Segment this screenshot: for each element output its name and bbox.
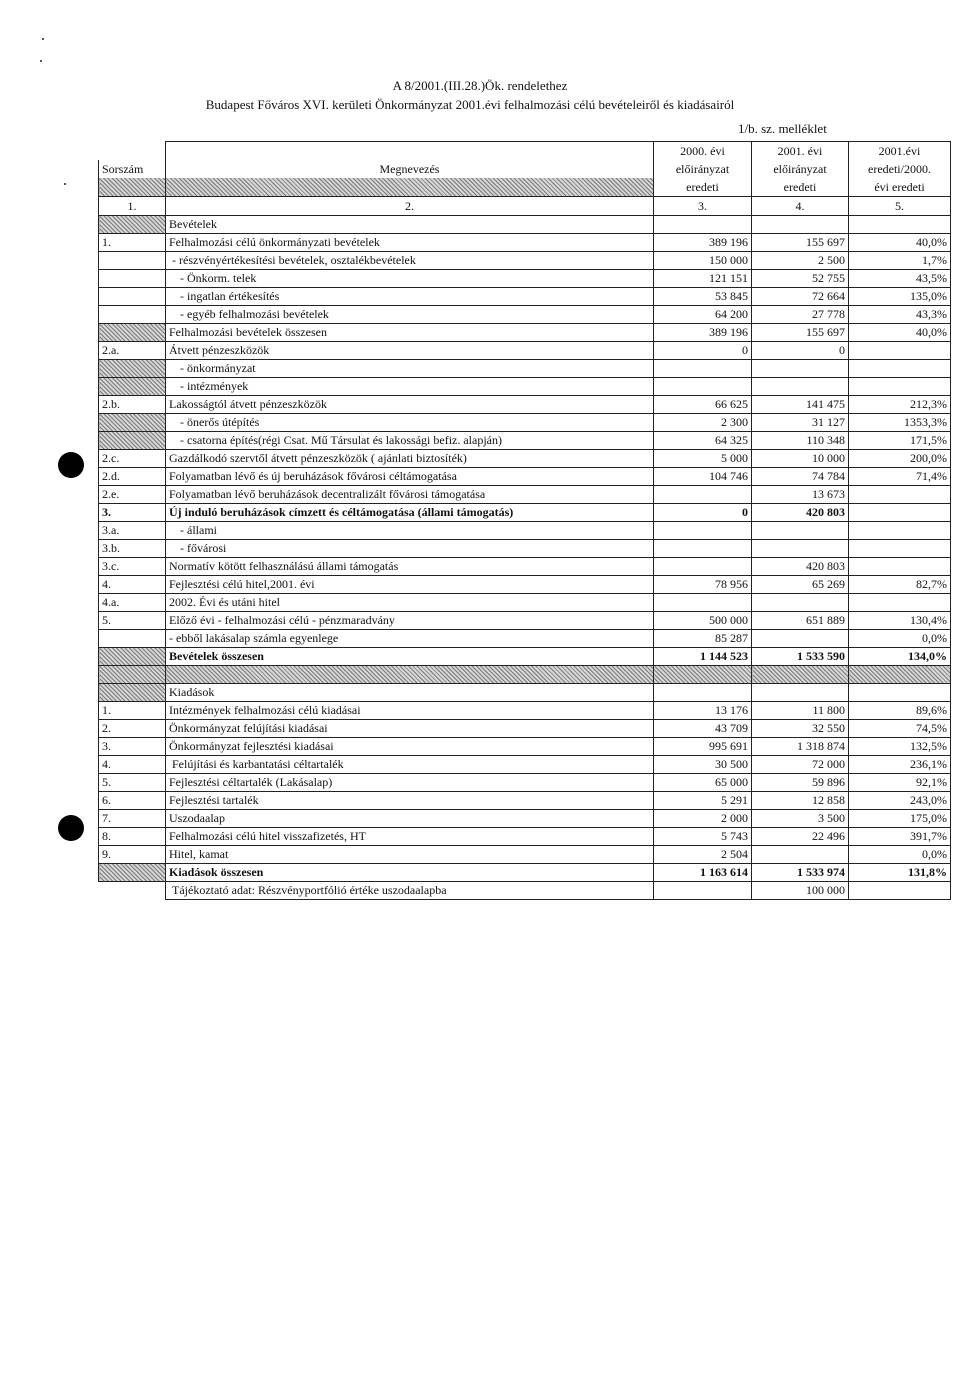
budget-table [98, 141, 951, 900]
table-row [99, 216, 951, 234]
table-row [99, 882, 951, 900]
header-cell: előirányzat [752, 160, 849, 178]
value-2000 [654, 522, 752, 540]
ratio-percent: 40,0% [849, 324, 951, 342]
row-number [99, 666, 166, 684]
column-header-name: Megnevezés [166, 160, 654, 178]
row-number: 2.e. [99, 486, 166, 504]
annex-label: 1/b. sz. melléklet [738, 121, 827, 136]
table-row [99, 828, 951, 846]
table-row [99, 306, 951, 324]
row-number [99, 288, 166, 306]
row-label: Önkormányzat fejlesztési kiadásai [166, 738, 654, 756]
scan-speck [40, 60, 42, 62]
value-2001: 3 500 [752, 810, 849, 828]
value-2001: 141 475 [752, 396, 849, 414]
table-row [99, 378, 951, 396]
ratio-percent: 130,4% [849, 612, 951, 630]
ratio-percent: 243,0% [849, 792, 951, 810]
table-row [99, 684, 951, 702]
value-2001 [752, 360, 849, 378]
ratio-percent: 43,5% [849, 270, 951, 288]
row-number [99, 864, 166, 882]
row-label: - önkormányzat [166, 360, 654, 378]
ratio-percent: 74,5% [849, 720, 951, 738]
value-2001 [752, 540, 849, 558]
value-2001: 72 000 [752, 756, 849, 774]
value-2001: 59 896 [752, 774, 849, 792]
value-2000: 104 746 [654, 468, 752, 486]
value-2000: 995 691 [654, 738, 752, 756]
value-2000: 65 000 [654, 774, 752, 792]
table-row [99, 792, 951, 810]
value-2000: 85 287 [654, 630, 752, 648]
table-row [99, 630, 951, 648]
ratio-percent: 132,5% [849, 738, 951, 756]
row-label: Fejlesztési tartalék [166, 792, 654, 810]
row-number: 2.c. [99, 450, 166, 468]
value-2000 [654, 486, 752, 504]
row-number: 1. [99, 702, 166, 720]
ratio-percent: 71,4% [849, 468, 951, 486]
row-label: - állami [166, 522, 654, 540]
table-row [99, 486, 951, 504]
row-label: Gazdálkodó szervtől átvett pénzeszközök ( ajánlati biztosíték) [166, 450, 654, 468]
row-label: Bevételek [166, 216, 654, 234]
row-label: Új induló beruházások címzett és céltámogatása (állami támogatás) [166, 504, 654, 522]
header-cell [166, 178, 654, 197]
row-number: 8. [99, 828, 166, 846]
row-label: Intézmények felhalmozási célú kiadásai [166, 702, 654, 720]
value-2001: 1 533 974 [752, 864, 849, 882]
table-row [99, 234, 951, 252]
ratio-percent: 134,0% [849, 648, 951, 666]
row-number: 3.a. [99, 522, 166, 540]
row-label: - ingatlan értékesítés [166, 288, 654, 306]
value-2001: 2 500 [752, 252, 849, 270]
value-2000: 5 743 [654, 828, 752, 846]
value-2000: 64 325 [654, 432, 752, 450]
value-2000 [654, 882, 752, 900]
value-2000: 0 [654, 342, 752, 360]
ratio-percent: 82,7% [849, 576, 951, 594]
value-2000: 389 196 [654, 324, 752, 342]
punch-hole-mark [58, 815, 84, 841]
value-2001: 31 127 [752, 414, 849, 432]
table-row [99, 270, 951, 288]
value-2000: 13 176 [654, 702, 752, 720]
table-header-row [99, 160, 951, 178]
table-row [99, 288, 951, 306]
ratio-percent [849, 540, 951, 558]
header-cell: 2001. évi [752, 142, 849, 161]
table-row [99, 648, 951, 666]
row-number: 3. [99, 504, 166, 522]
ratio-percent: 89,6% [849, 702, 951, 720]
value-2001: 651 889 [752, 612, 849, 630]
value-2001: 420 803 [752, 558, 849, 576]
value-2000 [654, 216, 752, 234]
value-2001 [752, 216, 849, 234]
ratio-percent [849, 378, 951, 396]
value-2001 [752, 594, 849, 612]
ratio-percent [849, 558, 951, 576]
value-2000 [654, 594, 752, 612]
table-row [99, 432, 951, 450]
value-2001: 12 858 [752, 792, 849, 810]
table-row [99, 342, 951, 360]
header-cell: 2001.évi [849, 142, 951, 161]
value-2001: 65 269 [752, 576, 849, 594]
row-number: 9. [99, 846, 166, 864]
row-label: Előző évi - felhalmozási célú - pénzmaradvány [166, 612, 654, 630]
column-index: 3. [654, 197, 752, 216]
value-2000: 5 000 [654, 450, 752, 468]
ratio-percent: 0,0% [849, 846, 951, 864]
value-2000: 389 196 [654, 234, 752, 252]
ratio-percent: 212,3% [849, 396, 951, 414]
row-label: Felhalmozási bevételek összesen [166, 324, 654, 342]
ratio-percent [849, 522, 951, 540]
header-cell [99, 178, 166, 197]
ratio-percent: 1353,3% [849, 414, 951, 432]
value-2000: 2 000 [654, 810, 752, 828]
column-index: 1. [99, 197, 166, 216]
table-row [99, 612, 951, 630]
table-row [99, 702, 951, 720]
punch-hole-mark [58, 452, 84, 478]
table-row [99, 324, 951, 342]
value-2000 [654, 558, 752, 576]
table-row [99, 360, 951, 378]
row-number [99, 270, 166, 288]
ratio-percent: 131,8% [849, 864, 951, 882]
table-row [99, 558, 951, 576]
value-2000: 64 200 [654, 306, 752, 324]
table-row [99, 666, 951, 684]
table-row [99, 522, 951, 540]
ratio-percent [849, 342, 951, 360]
table-header-row [99, 178, 951, 197]
row-number: 1. [99, 234, 166, 252]
row-number [99, 216, 166, 234]
table-row [99, 576, 951, 594]
value-2000: 150 000 [654, 252, 752, 270]
row-number: 7. [99, 810, 166, 828]
row-label: Lakosságtól átvett pénzeszközök [166, 396, 654, 414]
ratio-percent: 43,3% [849, 306, 951, 324]
header-cell: eredeti/2000. [849, 160, 951, 178]
value-2001: 0 [752, 342, 849, 360]
table-row [99, 756, 951, 774]
table-row [99, 468, 951, 486]
value-2000 [654, 684, 752, 702]
value-2000: 30 500 [654, 756, 752, 774]
ratio-percent [849, 684, 951, 702]
table-row [99, 594, 951, 612]
table-row [99, 252, 951, 270]
value-2001: 72 664 [752, 288, 849, 306]
value-2000: 121 151 [654, 270, 752, 288]
row-number [99, 324, 166, 342]
row-label: 2002. Évi és utáni hitel [166, 594, 654, 612]
value-2001: 13 673 [752, 486, 849, 504]
value-2001: 52 755 [752, 270, 849, 288]
row-label: Kiadások összesen [166, 864, 654, 882]
header-cell: eredeti [752, 178, 849, 197]
row-number: 2. [99, 720, 166, 738]
row-label: - ebből lakásalap számla egyenlege [166, 630, 654, 648]
ratio-percent [849, 360, 951, 378]
header-cell: évi eredeti [849, 178, 951, 197]
ratio-percent: 200,0% [849, 450, 951, 468]
ratio-percent [849, 216, 951, 234]
value-2001 [752, 846, 849, 864]
table-row [99, 846, 951, 864]
document-title: Budapest Főváros XVI. kerületi Önkormányzat 2001.évi felhalmozási célú bevételeiről és kiadásairól [205, 97, 735, 112]
value-2001: 155 697 [752, 234, 849, 252]
row-number: 5. [99, 612, 166, 630]
row-label: Folyamatban lévő és új beruházások fővárosi céltámogatása [166, 468, 654, 486]
row-label: - egyéb felhalmozási bevételek [166, 306, 654, 324]
header-cell: 2000. évi [654, 142, 752, 161]
value-2001: 22 496 [752, 828, 849, 846]
table-row [99, 738, 951, 756]
row-label: - Önkorm. telek [166, 270, 654, 288]
value-2000 [654, 666, 752, 684]
row-label: Normatív kötött felhasználású állami támogatás [166, 558, 654, 576]
ratio-percent: 391,7% [849, 828, 951, 846]
row-number: 4.a. [99, 594, 166, 612]
header-cell: előirányzat [654, 160, 752, 178]
row-label: Felhalmozási célú hitel visszafizetés, HT [166, 828, 654, 846]
row-number: 5. [99, 774, 166, 792]
ratio-percent [849, 666, 951, 684]
header-cell [99, 142, 166, 161]
row-label: - intézmények [166, 378, 654, 396]
table-row [99, 720, 951, 738]
row-label: Hitel, kamat [166, 846, 654, 864]
row-number: 4. [99, 576, 166, 594]
ratio-percent: 236,1% [849, 756, 951, 774]
value-2001 [752, 378, 849, 396]
row-number [99, 882, 166, 900]
value-2000: 66 625 [654, 396, 752, 414]
column-index: 2. [166, 197, 654, 216]
value-2001 [752, 684, 849, 702]
value-2001 [752, 522, 849, 540]
value-2000: 53 845 [654, 288, 752, 306]
ratio-percent [849, 504, 951, 522]
row-number [99, 432, 166, 450]
value-2001: 11 800 [752, 702, 849, 720]
row-label: - részvényértékesítési bevételek, osztalékbevételek [166, 252, 654, 270]
value-2000: 500 000 [654, 612, 752, 630]
row-label: Önkormányzat felújítási kiadásai [166, 720, 654, 738]
row-number [99, 648, 166, 666]
row-number: 4. [99, 756, 166, 774]
column-index: 5. [849, 197, 951, 216]
row-number [99, 378, 166, 396]
value-2000 [654, 360, 752, 378]
header-cell [166, 142, 654, 161]
value-2000 [654, 378, 752, 396]
ratio-percent: 171,5% [849, 432, 951, 450]
row-label: Felhalmozási célú önkormányzati bevételek [166, 234, 654, 252]
row-label: Folyamatban lévő beruházások decentralizált fővárosi támogatása [166, 486, 654, 504]
table-row [99, 774, 951, 792]
column-index: 4. [752, 197, 849, 216]
column-header-no: Sorszám [99, 160, 166, 178]
row-label: Uszodaalap [166, 810, 654, 828]
table-header-row [99, 142, 951, 161]
table-row [99, 504, 951, 522]
row-label: Kiadások [166, 684, 654, 702]
row-label: Bevételek összesen [166, 648, 654, 666]
row-number: 3.c. [99, 558, 166, 576]
value-2001: 74 784 [752, 468, 849, 486]
value-2000: 2 300 [654, 414, 752, 432]
ratio-percent: 92,1% [849, 774, 951, 792]
table-row [99, 540, 951, 558]
row-label: - önerős útépítés [166, 414, 654, 432]
value-2001: 110 348 [752, 432, 849, 450]
row-label: - csatorna építés(régi Csat. Mű Társulat és lakossági befiz. alapján) [166, 432, 654, 450]
value-2001: 32 550 [752, 720, 849, 738]
value-2001: 100 000 [752, 882, 849, 900]
row-label: Fejlesztési célú hitel,2001. évi [166, 576, 654, 594]
row-label: Átvett pénzeszközök [166, 342, 654, 360]
value-2000: 1 163 614 [654, 864, 752, 882]
ratio-percent: 175,0% [849, 810, 951, 828]
ratio-percent [849, 882, 951, 900]
scan-speck [42, 38, 44, 40]
row-number: 2.a. [99, 342, 166, 360]
value-2000: 0 [654, 504, 752, 522]
table-row [99, 810, 951, 828]
row-number: 2.b. [99, 396, 166, 414]
column-index-row [99, 197, 951, 216]
table-row [99, 450, 951, 468]
row-label: Tájékoztató adat: Részvényportfólió értéke uszodaalapba [166, 882, 654, 900]
row-label: Felújítási és karbantatási céltartalék [166, 756, 654, 774]
ratio-percent [849, 486, 951, 504]
row-label [166, 666, 654, 684]
row-number: 2.d. [99, 468, 166, 486]
value-2000: 5 291 [654, 792, 752, 810]
value-2001: 27 778 [752, 306, 849, 324]
value-2001: 420 803 [752, 504, 849, 522]
value-2001: 1 533 590 [752, 648, 849, 666]
ratio-percent: 1,7% [849, 252, 951, 270]
value-2001: 10 000 [752, 450, 849, 468]
scan-speck [64, 183, 66, 185]
table-row [99, 864, 951, 882]
value-2001: 1 318 874 [752, 738, 849, 756]
row-number [99, 252, 166, 270]
row-number [99, 360, 166, 378]
row-label: Fejlesztési céltartalék (Lakásalap) [166, 774, 654, 792]
value-2001: 155 697 [752, 324, 849, 342]
ratio-percent: 135,0% [849, 288, 951, 306]
value-2001 [752, 666, 849, 684]
value-2000: 43 709 [654, 720, 752, 738]
table-row [99, 396, 951, 414]
row-number [99, 630, 166, 648]
row-label: - fővárosi [166, 540, 654, 558]
header-cell: eredeti [654, 178, 752, 197]
value-2000 [654, 540, 752, 558]
value-2001 [752, 630, 849, 648]
value-2000: 2 504 [654, 846, 752, 864]
value-2000: 1 144 523 [654, 648, 752, 666]
table-row [99, 414, 951, 432]
ratio-percent [849, 594, 951, 612]
row-number [99, 306, 166, 324]
value-2000: 78 956 [654, 576, 752, 594]
row-number: 3.b. [99, 540, 166, 558]
row-number [99, 684, 166, 702]
row-number [99, 414, 166, 432]
row-number: 6. [99, 792, 166, 810]
decree-reference: A 8/2001.(III.28.)Ök. rendelethez [392, 78, 568, 93]
row-number: 3. [99, 738, 166, 756]
ratio-percent: 0,0% [849, 630, 951, 648]
ratio-percent: 40,0% [849, 234, 951, 252]
